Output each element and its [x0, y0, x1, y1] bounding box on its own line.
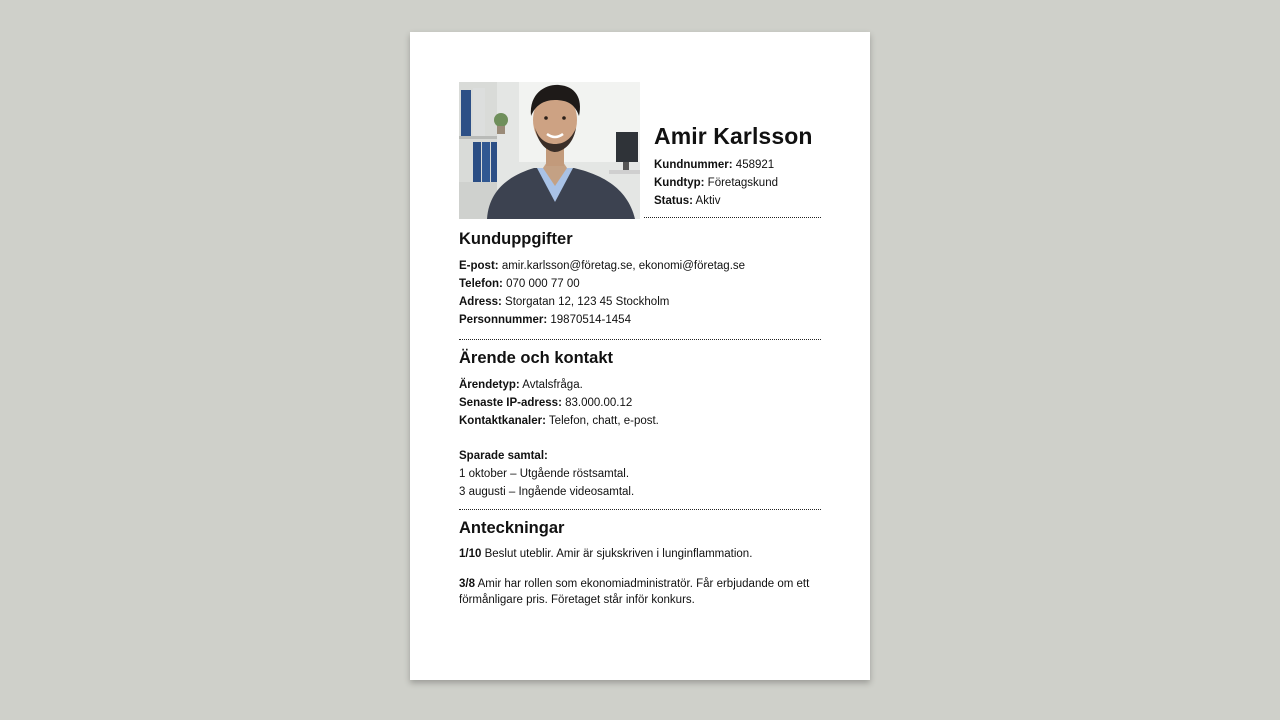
- note-item: [459, 576, 821, 608]
- saved-calls-label: [459, 447, 821, 465]
- field-value: Telefon, chatt, e-post.: [548, 415, 659, 427]
- field-value: 458921: [735, 159, 775, 171]
- saved-call-item: 3 augusti – Ingående videosamtal.: [459, 486, 635, 498]
- phone-row: [459, 275, 821, 293]
- customer-header: [654, 123, 813, 210]
- field-label: Sparade samtal:: [459, 450, 548, 462]
- section-title: Anteckningar: [459, 519, 565, 537]
- field-label: Kundnummer:: [654, 159, 733, 171]
- customer-type: [654, 174, 813, 192]
- field-label: E-post:: [459, 260, 499, 272]
- header-divider: [644, 217, 821, 218]
- field-label: Status:: [654, 195, 693, 207]
- field-label: Adress:: [459, 296, 502, 308]
- document-page: [410, 32, 870, 680]
- field-value: Storgatan 12, 123 45 Stockholm: [505, 296, 670, 308]
- address-row: [459, 293, 821, 311]
- customer-status: [654, 192, 813, 210]
- field-value: 070 000 77 00: [506, 278, 580, 290]
- field-label: Personnummer:: [459, 314, 548, 326]
- note-item: [459, 546, 821, 562]
- contact-channels-row: [459, 412, 821, 430]
- section-title: Kunduppgifter: [459, 230, 573, 248]
- saved-call-item: 1 oktober – Utgående röstsamtal.: [459, 468, 630, 480]
- field-label: Kundtyp:: [654, 177, 705, 189]
- note-text: Beslut uteblir. Amir är sjukskriven i lunginflammation.: [484, 548, 753, 560]
- section-anteckningar: [459, 519, 821, 622]
- field-label: Ärendetyp:: [459, 379, 520, 391]
- section-divider: [459, 339, 821, 340]
- section-title: Ärende och kontakt: [459, 349, 614, 367]
- case-type-row: [459, 376, 821, 394]
- field-label: Telefon:: [459, 278, 503, 290]
- field-label: Senaste IP-adress:: [459, 397, 562, 409]
- field-value: Företagskund: [707, 177, 778, 189]
- email-row: [459, 257, 821, 275]
- field-value: Aktiv: [695, 195, 721, 207]
- customer-number: [654, 156, 813, 174]
- personal-number-row: [459, 311, 821, 329]
- customer-name: Amir Karlsson: [654, 123, 813, 149]
- section-kunduppgifter: [459, 230, 821, 329]
- field-value: amir.karlsson@företag.se, ekonomi@företag.se: [501, 260, 746, 272]
- field-value: 83.000.00.12: [565, 397, 633, 409]
- section-arende: [459, 349, 821, 501]
- customer-photo: [459, 82, 640, 219]
- field-value: Avtalsfråga.: [522, 379, 583, 391]
- section-divider: [459, 509, 821, 510]
- note-date: 3/8: [459, 578, 475, 590]
- field-value: 19870514-1454: [550, 314, 631, 326]
- field-label: Kontaktkanaler:: [459, 415, 546, 427]
- note-date: 1/10: [459, 548, 482, 560]
- note-text: Amir har rollen som ekonomiadministratör. Får erbjudande om ett förmånligare pris. Företaget står inför konkurs.: [459, 578, 810, 606]
- ip-address-row: [459, 394, 821, 412]
